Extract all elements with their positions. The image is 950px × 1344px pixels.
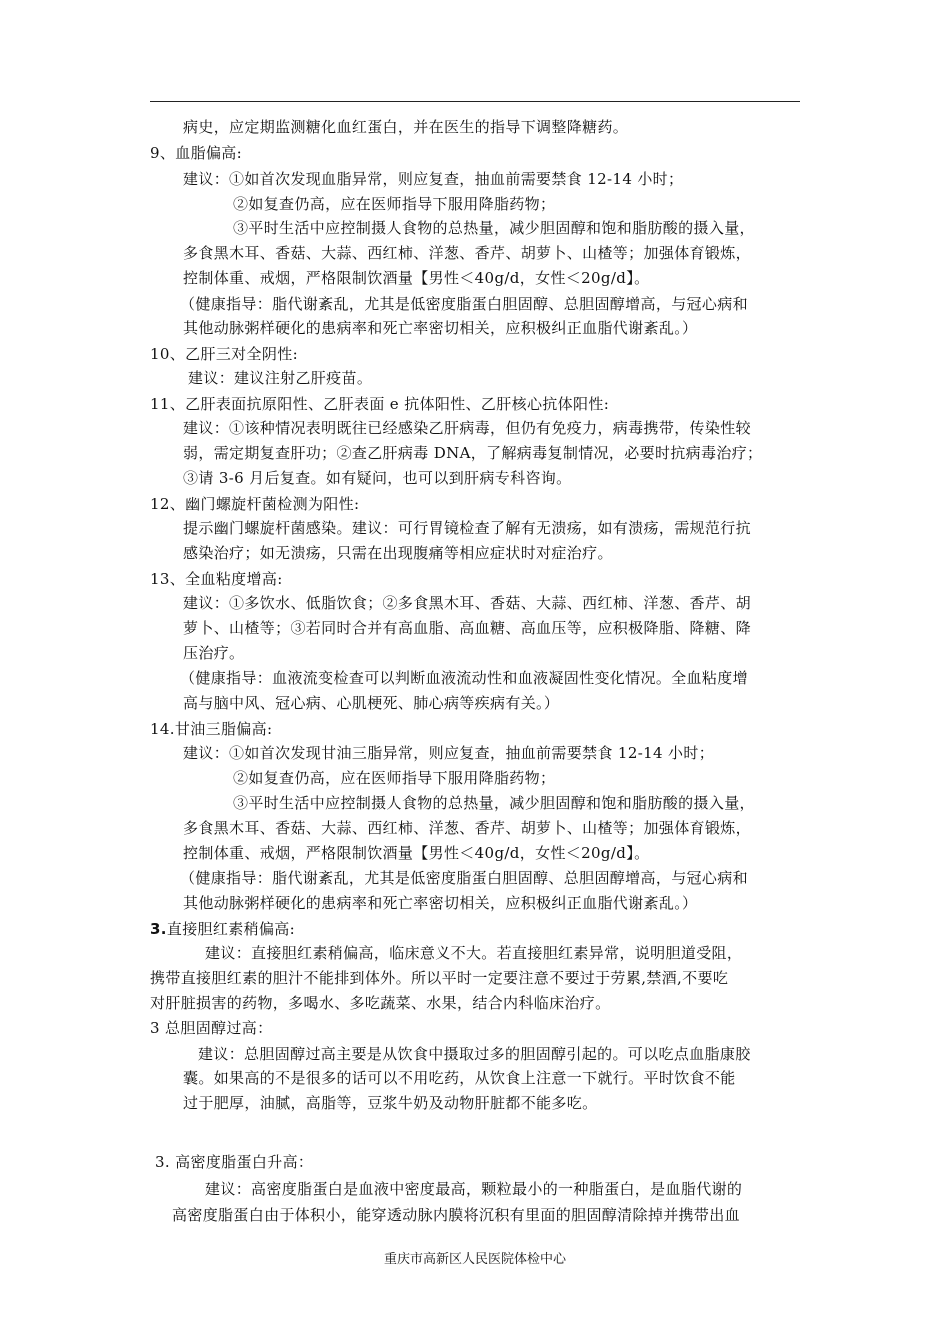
text-line: （健康指导：脂代谢紊乱，尤其是低密度脂蛋白胆固醇、总胆固醇增高，与冠心病和 xyxy=(180,869,748,887)
text-line: 病史，应定期监测糖化血红蛋白，并在医生的指导下调整降糖药。 xyxy=(183,118,629,136)
section-heading: 10、乙肝三对全阴性: xyxy=(150,345,298,363)
text-line: 建议：①多饮水、低脂饮食；②多食黑木耳、香菇、大蒜、西红柿、洋葱、香芹、胡 xyxy=(183,594,751,612)
text-line: 萝卜、山楂等；③若同时合并有高血脂、高血糖、高血压等，应积极降脂、降糖、降 xyxy=(183,619,751,637)
text-line: 建议：总胆固醇过高主要是从饮食中摄取过多的胆固醇引起的。可以吃点血脂康胶 xyxy=(198,1045,751,1063)
section-title: 直接胆红素稍偏高: xyxy=(166,920,296,938)
text-line: 对肝脏损害的药物，多喝水、多吃蔬菜、水果，结合内科临床治疗。 xyxy=(150,994,611,1012)
section-heading: 13、全血粘度增高: xyxy=(150,570,283,588)
text-line: 提示幽门螺旋杆菌感染。建议：可行胃镜检查了解有无溃疡，如有溃疡，需规范行抗 xyxy=(183,519,751,537)
page-footer: 重庆市高新区人民医院体检中心 xyxy=(383,1252,566,1267)
section-heading: 12、幽门螺旋杆菌检测为阳性: xyxy=(150,495,360,513)
text-line: 控制体重、戒烟，严格限制饮酒量【男性＜40g/d，女性＜20g/d】。 xyxy=(183,844,650,862)
text-line: 弱，需定期复查肝功；②查乙肝病毒 DNA，了解病毒复制情况，必要时抗病毒治疗； xyxy=(183,444,763,462)
section-heading: 3. 高密度脂蛋白升高： xyxy=(155,1153,314,1171)
text-line: 建议：①如首次发现血脂异常，则应复查，抽血前需要禁食 12-14 小时； xyxy=(183,170,684,188)
text-line: 建议：直接胆红素稍偏高，临床意义不大。若直接胆红素异常，说明胆道受阻， xyxy=(205,944,743,962)
section-heading: 3 总胆固醇过高： xyxy=(150,1019,273,1037)
header-rule xyxy=(150,101,800,102)
section-heading: 9、血脂偏高: xyxy=(150,144,243,162)
text-line: ③平时生活中应控制摄人食物的总热量，减少胆固醇和饱和脂肪酸的摄入量， xyxy=(233,794,755,812)
text-line: ③请 3-6 月后复查。如有疑问，也可以到肝病专科咨询。 xyxy=(183,469,572,487)
text-line: 压治疗。 xyxy=(183,644,245,662)
text-line: （健康指导：血液流变检查可以判断血液流动性和血液凝固性变化情况。全血粘度增 xyxy=(180,669,748,687)
text-line: 高与脑中风、冠心病、心肌梗死、肺心病等疾病有关。） xyxy=(183,694,560,712)
text-line: 建议：①如首次发现甘油三脂异常，则应复查，抽血前需要禁食 12-14 小时； xyxy=(183,744,715,762)
text-line: 建议：建议注射乙肝疫苗。 xyxy=(188,369,373,387)
text-line: 其他动脉粥样硬化的患病率和死亡率密切相关，应积极纠正血脂代谢紊乱。） xyxy=(183,319,698,337)
text-line: 过于肥厚，油腻，高脂等，豆浆牛奶及动物肝脏都不能多吃。 xyxy=(183,1094,598,1112)
text-line: ②如复查仍高，应在医师指导下服用降脂药物； xyxy=(233,195,556,213)
text-line: ③平时生活中应控制摄人食物的总热量，减少胆固醇和饱和脂肪酸的摄入量， xyxy=(233,219,755,237)
text-line: 感染治疗；如无溃疡，只需在出现腹痛等相应症状时对症治疗。 xyxy=(183,544,613,562)
section-heading xyxy=(150,920,295,938)
text-line: （健康指导：脂代谢紊乱，尤其是低密度脂蛋白胆固醇、总胆固醇增高，与冠心病和 xyxy=(180,295,748,313)
text-line: 控制体重、戒烟，严格限制饮酒量【男性＜40g/d，女性＜20g/d】。 xyxy=(183,269,650,287)
text-line: 多食黑木耳、香菇、大蒜、西红柿、洋葱、香芹、胡萝卜、山楂等；加强体育锻炼， xyxy=(183,819,751,837)
text-line: 多食黑木耳、香菇、大蒜、西红柿、洋葱、香芹、胡萝卜、山楂等；加强体育锻炼， xyxy=(183,244,751,262)
text-line: 囊。如果高的不是很多的话可以不用吃药，从饮食上注意一下就行。平时饮食不能 xyxy=(183,1069,736,1087)
text-line: 其他动脉粥样硬化的患病率和死亡率密切相关，应积极纠正血脂代谢紊乱。） xyxy=(183,894,698,912)
text-line: 建议：①该种情况表明既往已经感染乙肝病毒，但仍有免疫力，病毒携带，传染性较 xyxy=(183,419,751,437)
section-heading: 11、乙肝表面抗原阳性、乙肝表面 e 抗体阳性、乙肝核心抗体阳性: xyxy=(150,395,610,413)
text-line: 建议：高密度脂蛋白是血液中密度最高，颗粒最小的一种脂蛋白，是血脂代谢的 xyxy=(205,1180,743,1198)
section-heading: 14.甘油三脂偏高: xyxy=(150,720,273,738)
section-number: 3. xyxy=(150,920,167,938)
text-line: 高密度脂蛋白由于体积小，能穿透动脉内膜将沉积有里面的胆固醇清除掉并携带出血 xyxy=(172,1206,740,1224)
text-line: 携带直接胆红素的胆汁不能排到体外。所以平时一定要注意不要过于劳累,禁酒,不要吃 xyxy=(150,969,729,987)
text-line: ②如复查仍高，应在医师指导下服用降脂药物； xyxy=(233,769,556,787)
